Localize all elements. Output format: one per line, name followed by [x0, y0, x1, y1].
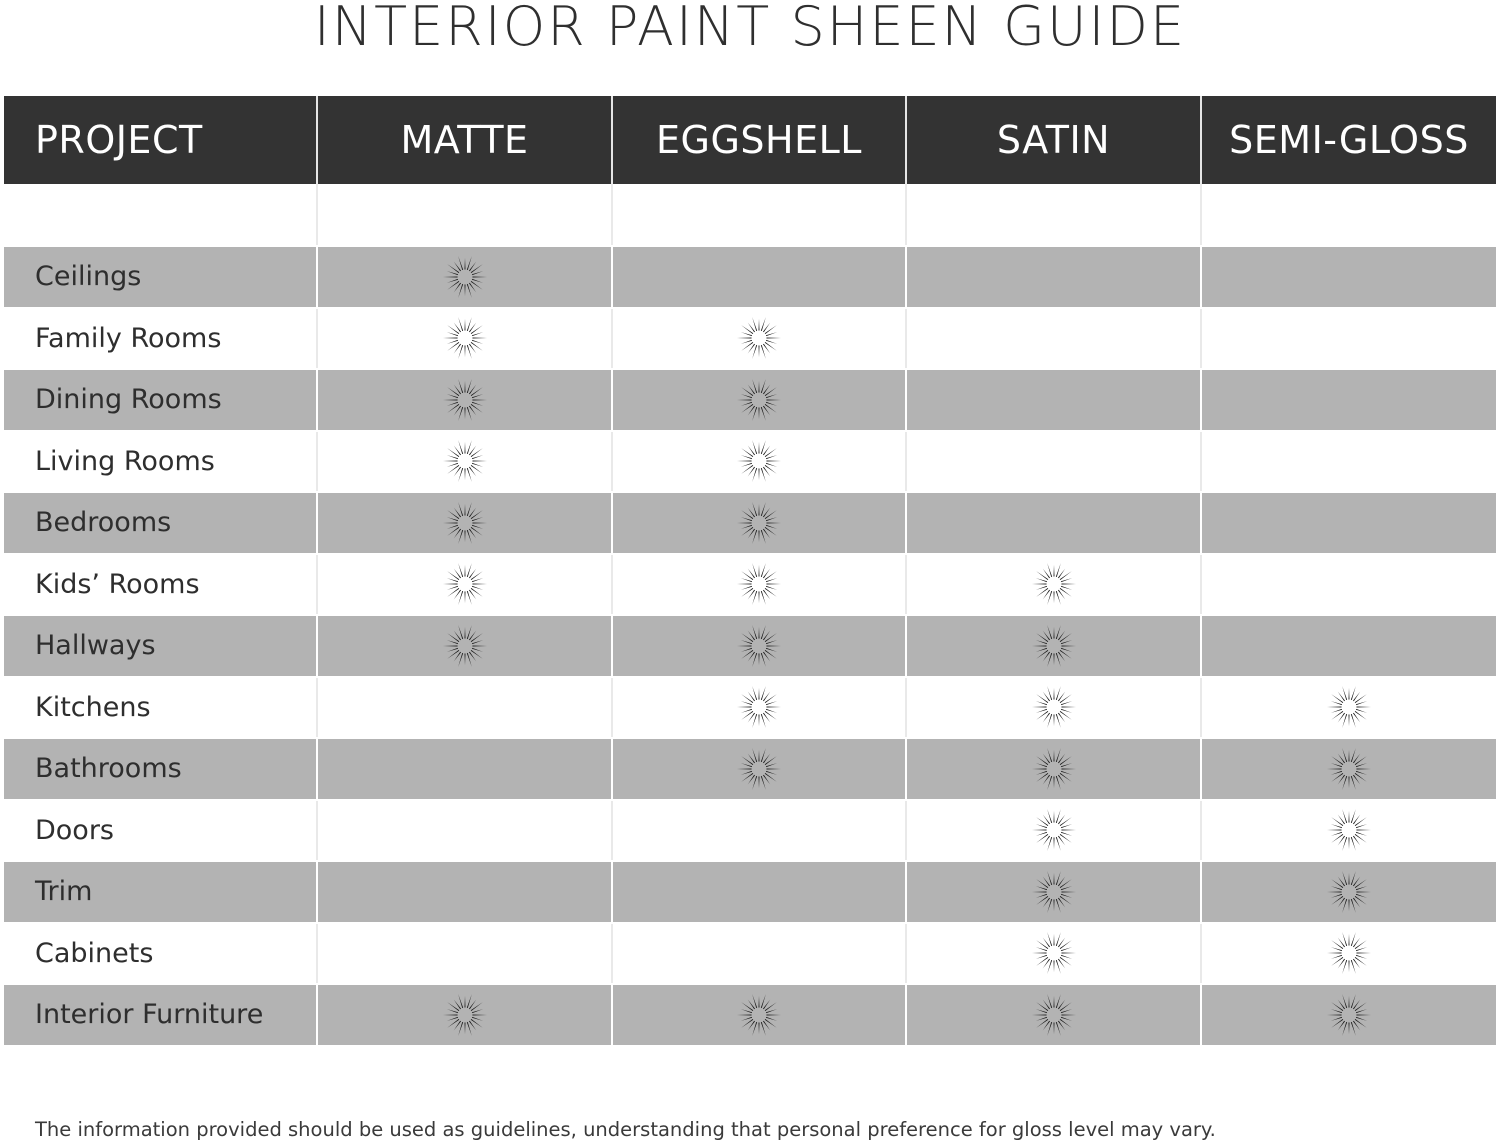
sheen-cell-semi-gloss	[1202, 616, 1496, 676]
sunburst-icon	[735, 991, 783, 1039]
sheen-cell-eggshell	[613, 432, 907, 492]
sheen-cell-semi-gloss	[1202, 985, 1496, 1045]
sheen-cell-matte	[318, 616, 613, 676]
sheen-cell-satin	[907, 616, 1202, 676]
sunburst-icon	[1030, 560, 1078, 608]
table-row	[4, 553, 1496, 615]
sheen-cell-matte	[318, 739, 613, 799]
spacer-cell	[613, 184, 907, 245]
sheen-cell-matte	[318, 924, 613, 984]
sheen-cell-satin	[907, 247, 1202, 307]
table-row	[4, 430, 1496, 492]
sunburst-icon	[1325, 806, 1373, 854]
sheen-cell-eggshell	[613, 739, 907, 799]
spacer-cell	[318, 184, 613, 245]
sunburst-icon	[735, 314, 783, 362]
table-row	[4, 491, 1496, 553]
column-header-semi-gloss: SEMI-GLOSS	[1229, 118, 1469, 162]
sheen-cell-eggshell	[613, 493, 907, 553]
sheen-cell-matte	[318, 432, 613, 492]
table-body	[4, 245, 1496, 1045]
page-title: INTERIOR PAINT SHEEN GUIDE	[313, 0, 1187, 58]
sunburst-icon	[735, 437, 783, 485]
sheen-cell-matte	[318, 370, 613, 430]
sheen-cell-semi-gloss	[1202, 555, 1496, 615]
project-name: Trim	[4, 862, 318, 922]
sheen-cell-satin	[907, 678, 1202, 738]
project-name: Kids’ Rooms	[4, 555, 318, 615]
sheen-cell-eggshell	[613, 247, 907, 307]
sheen-table	[4, 96, 1496, 1045]
sunburst-icon	[1030, 868, 1078, 916]
table-row	[4, 614, 1496, 676]
table-row	[4, 860, 1496, 922]
table-row	[4, 245, 1496, 307]
sunburst-icon	[441, 437, 489, 485]
spacer-row	[4, 184, 1496, 245]
table-row	[4, 922, 1496, 984]
sheen-cell-matte	[318, 985, 613, 1045]
sheen-cell-matte	[318, 678, 613, 738]
sheen-cell-eggshell	[613, 801, 907, 861]
sheen-cell-satin	[907, 985, 1202, 1045]
spacer-cell	[1202, 184, 1496, 245]
table-row	[4, 983, 1496, 1045]
sheen-cell-satin	[907, 309, 1202, 369]
sheen-cell-semi-gloss	[1202, 924, 1496, 984]
sheen-cell-satin	[907, 432, 1202, 492]
table-row	[4, 676, 1496, 738]
sunburst-icon	[1030, 745, 1078, 793]
sheen-cell-semi-gloss	[1202, 862, 1496, 922]
sheen-cell-semi-gloss	[1202, 309, 1496, 369]
sunburst-icon	[735, 499, 783, 547]
sheen-cell-satin	[907, 801, 1202, 861]
table-header	[4, 96, 1496, 184]
sunburst-icon	[441, 991, 489, 1039]
spacer-cell	[907, 184, 1202, 245]
sunburst-icon	[441, 376, 489, 424]
sheen-cell-matte	[318, 862, 613, 922]
sheen-cell-eggshell	[613, 370, 907, 430]
column-header-satin: SATIN	[907, 96, 1202, 184]
table-row	[4, 799, 1496, 861]
sheen-cell-semi-gloss	[1202, 432, 1496, 492]
table-row	[4, 307, 1496, 369]
sheen-cell-eggshell	[613, 616, 907, 676]
project-name: Family Rooms	[4, 309, 318, 369]
sheen-cell-semi-gloss	[1202, 678, 1496, 738]
sunburst-icon	[1030, 683, 1078, 731]
sheen-cell-satin	[907, 493, 1202, 553]
sunburst-icon	[1325, 683, 1373, 731]
sheen-cell-semi-gloss	[1202, 739, 1496, 799]
sunburst-icon	[441, 499, 489, 547]
sheen-cell-eggshell	[613, 555, 907, 615]
sunburst-icon	[1325, 991, 1373, 1039]
sheen-cell-eggshell	[613, 985, 907, 1045]
footnote: The information provided should be used as guidelines, understanding that personal preference for gloss level may vary.	[35, 1118, 1216, 1141]
sheen-cell-satin	[907, 739, 1202, 799]
sunburst-icon	[1030, 929, 1078, 977]
spacer-cell	[4, 184, 318, 245]
table-row	[4, 368, 1496, 430]
column-header-eggshell: EGGSHELL	[613, 96, 907, 184]
sunburst-icon	[1030, 622, 1078, 670]
sheen-cell-eggshell	[613, 862, 907, 922]
sunburst-icon	[735, 745, 783, 793]
sunburst-icon	[441, 560, 489, 608]
project-name: Ceilings	[4, 247, 318, 307]
sheen-cell-semi-gloss	[1202, 247, 1496, 307]
sheen-cell-semi-gloss	[1202, 493, 1496, 553]
sunburst-icon	[735, 622, 783, 670]
sheen-cell-semi-gloss	[1202, 801, 1496, 861]
sunburst-icon	[735, 683, 783, 731]
sheen-cell-semi-gloss	[1202, 370, 1496, 430]
sheen-cell-satin	[907, 924, 1202, 984]
sheen-cell-eggshell	[613, 309, 907, 369]
sheen-cell-matte	[318, 309, 613, 369]
sunburst-icon	[735, 560, 783, 608]
sunburst-icon	[1325, 868, 1373, 916]
project-name: Doors	[4, 801, 318, 861]
column-header-matte: MATTE	[318, 96, 613, 184]
project-name: Dining Rooms	[4, 370, 318, 430]
column-header-project: PROJECT	[4, 96, 318, 184]
sheen-cell-satin	[907, 862, 1202, 922]
table-row	[4, 737, 1496, 799]
sunburst-icon	[1030, 806, 1078, 854]
project-name: Hallways	[4, 616, 318, 676]
sunburst-icon	[441, 253, 489, 301]
sunburst-icon	[735, 376, 783, 424]
sunburst-icon	[441, 314, 489, 362]
project-name: Living Rooms	[4, 432, 318, 492]
project-name: Bathrooms	[4, 739, 318, 799]
sheen-cell-matte	[318, 801, 613, 861]
sunburst-icon	[1325, 929, 1373, 977]
sheen-cell-eggshell	[613, 678, 907, 738]
project-name: Interior Furniture	[4, 985, 318, 1045]
sunburst-icon	[1325, 745, 1373, 793]
project-name: Bedrooms	[4, 493, 318, 553]
sheen-cell-satin	[907, 370, 1202, 430]
sheen-cell-matte	[318, 247, 613, 307]
project-name: Kitchens	[4, 678, 318, 738]
sheen-cell-matte	[318, 555, 613, 615]
sheen-cell-satin	[907, 555, 1202, 615]
project-name: Cabinets	[4, 924, 318, 984]
sunburst-icon	[441, 622, 489, 670]
sunburst-icon	[1030, 991, 1078, 1039]
sheen-cell-matte	[318, 493, 613, 553]
sheen-cell-eggshell	[613, 924, 907, 984]
